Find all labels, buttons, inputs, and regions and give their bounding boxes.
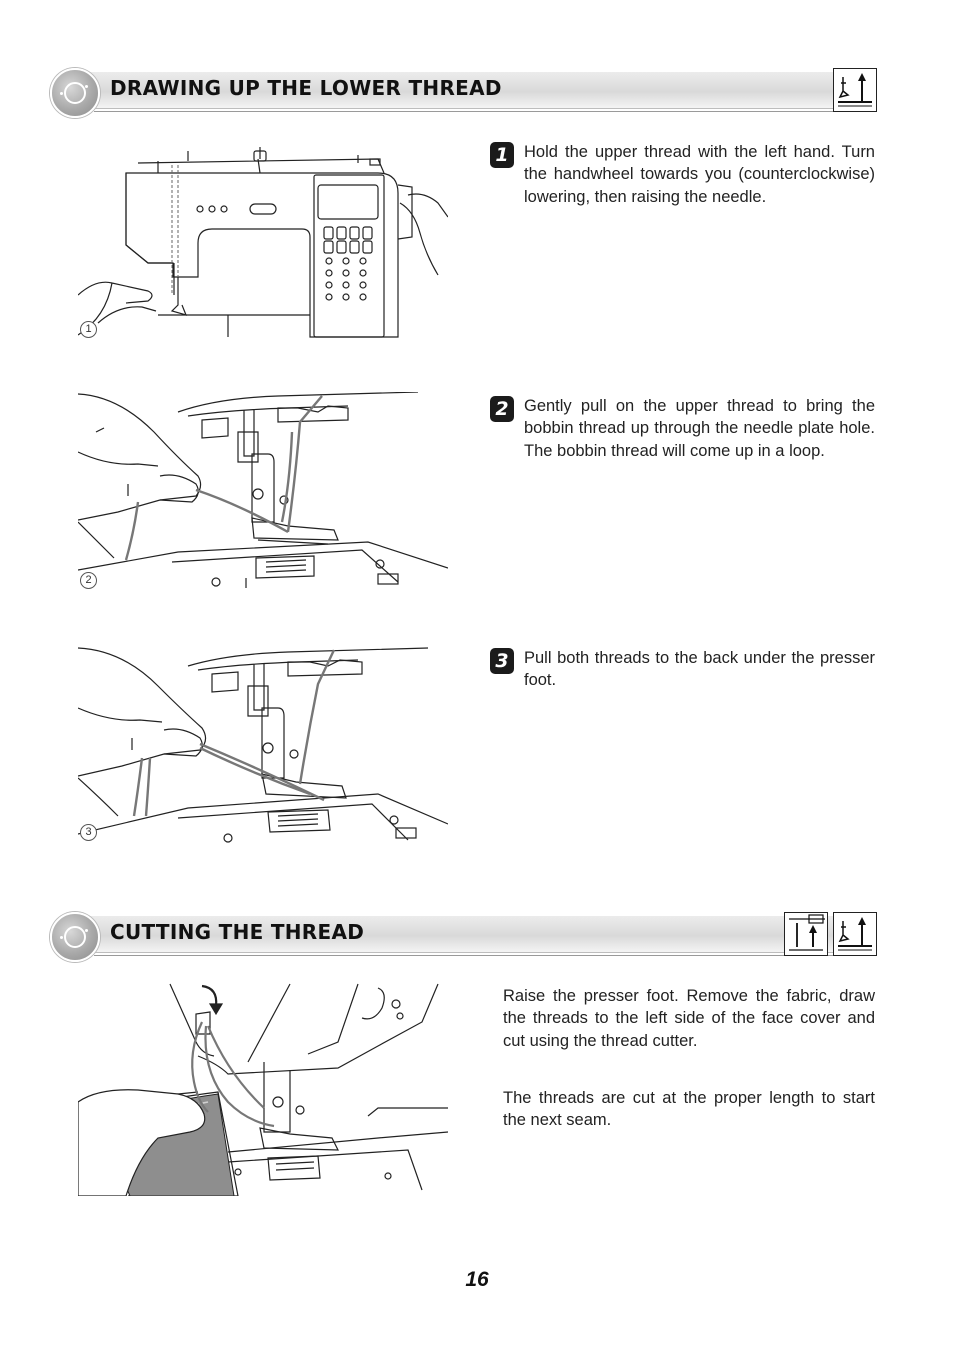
step-badge-3: 3 bbox=[490, 648, 514, 674]
presser-foot-up-icon bbox=[833, 912, 877, 956]
cutting-paragraph-2: The threads are cut at the proper length to start the next seam. bbox=[503, 1089, 875, 1130]
figure-pull-threads-back bbox=[78, 644, 448, 844]
needle-up-icon bbox=[784, 912, 828, 956]
presser-foot-up-icon bbox=[833, 68, 877, 112]
cutting-paragraph-1: Raise the presser foot. Remove the fabric, draw the threads to the left side of the face cover and cut using the thread cutter. bbox=[503, 987, 875, 1050]
section-disc-icon bbox=[50, 912, 100, 962]
section-title: CUTTING THE THREAD bbox=[110, 920, 365, 944]
figure-thread-cutter bbox=[78, 982, 448, 1196]
figure-machine-handwheel bbox=[78, 145, 448, 343]
step-text-3: Pull both threads to the back under the presser foot. bbox=[524, 649, 875, 690]
section-underline bbox=[94, 111, 876, 112]
section-header-drawing bbox=[50, 68, 876, 112]
section-title: DRAWING UP THE LOWER THREAD bbox=[110, 76, 502, 100]
step-badge-2: 2 bbox=[490, 396, 514, 422]
step-badge-1: 1 bbox=[490, 142, 514, 168]
figure-pull-upper-thread bbox=[78, 392, 448, 590]
section-disc-icon bbox=[50, 68, 100, 118]
step-text-2: Gently pull on the upper thread to bring the bobbin thread up through the needle plate hole. The bobbin thread will come up in a loop. bbox=[524, 397, 875, 460]
section-header-cutting bbox=[50, 912, 876, 956]
figure-number-2: 2 bbox=[80, 572, 97, 589]
figure-number-3: 3 bbox=[80, 824, 97, 841]
page-number: 16 bbox=[465, 1268, 489, 1291]
section-underline bbox=[94, 955, 876, 956]
figure-number-1: 1 bbox=[80, 321, 97, 338]
step-text-1: Hold the upper thread with the left hand. Turn the handwheel towards you (counterclockwise) lowering, then raising the needle. bbox=[524, 143, 875, 206]
